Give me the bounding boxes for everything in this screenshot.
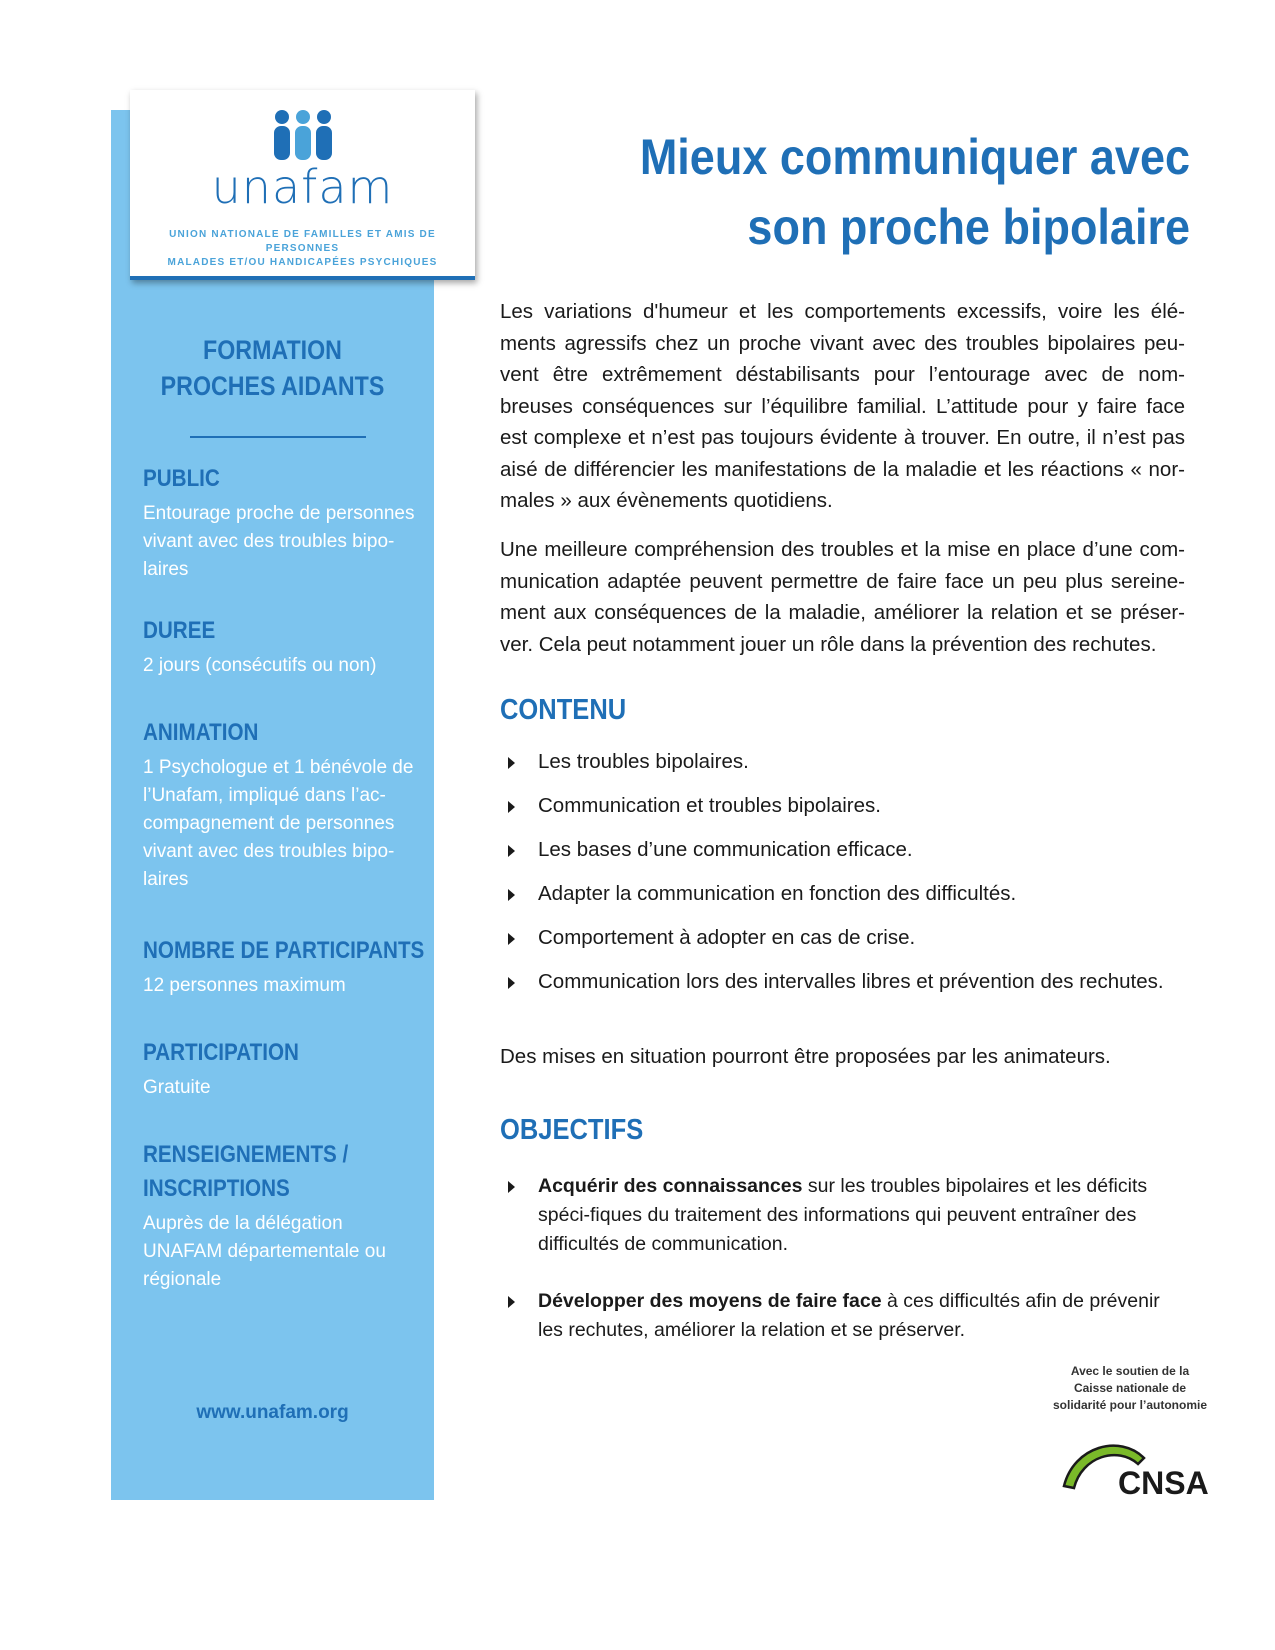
cnsa-logo-text: CNSA xyxy=(1118,1465,1209,1498)
list-item xyxy=(500,748,1190,792)
sponsor-line3: solidarité pour l’autonomie xyxy=(1052,1398,1207,1412)
duree-heading: DUREE xyxy=(143,617,216,644)
contenu-heading: CONTENU xyxy=(500,694,627,726)
sponsor-text xyxy=(1040,1363,1220,1414)
participants-text: 12 personnes maximum xyxy=(143,975,346,996)
intro-paragraph-2: Une meilleure compréhension des troubles et la mise en place d’une com-munication adaptée peuvent permettre de faire face un peu plus sereine-ment aux conséquences de la maladie, améliorer la relation et se préser-ver. Cela peut notamment jouer un rôle dans la prévention des rechutes. xyxy=(500,538,1185,656)
unafam-figures-icon xyxy=(268,108,338,164)
list-item-text: Adapter la communication en fonction des difficultés. xyxy=(538,882,1017,905)
bullet-arrow-icon xyxy=(508,845,515,857)
logo-wordmark: unafam xyxy=(211,160,394,214)
list-item xyxy=(500,880,1190,924)
bullet-arrow-icon xyxy=(508,1181,515,1193)
public-text: Entourage proche de personnes vivant avec des troubles bipo-laires xyxy=(143,503,415,580)
participation-text: Gratuite xyxy=(143,1077,211,1098)
list-item-text: Comportement à adopter en cas de crise. xyxy=(538,926,916,949)
page-title xyxy=(632,122,1190,262)
list-item xyxy=(500,836,1190,880)
contenu-outro: Des mises en situation pourront être proposées par les animateurs. xyxy=(500,1045,1111,1068)
participants-heading: NOMBRE DE PARTICIPANTS xyxy=(143,937,425,964)
list-item xyxy=(500,792,1190,836)
objectif-bold: Développer des moyens de faire face xyxy=(538,1290,882,1312)
sponsor-line2: Caisse nationale de xyxy=(1073,1381,1187,1395)
duree-text: 2 jours (consécutifs ou non) xyxy=(143,655,377,676)
logo-tagline-line2: MALADES ET/OU HANDICAPÉES PSYCHIQUES xyxy=(167,257,438,268)
page-title-line2: son proche bipolaire xyxy=(747,199,1190,255)
renseignements-text: Auprès de la délégation UNAFAM départementale ou régionale xyxy=(143,1213,386,1290)
list-item-text: Communication lors des intervalles libres et prévention des rechutes. xyxy=(538,970,1164,993)
list-item xyxy=(500,1287,1190,1345)
sponsor-line1: Avec le soutien de la xyxy=(1070,1364,1190,1378)
renseignements-heading xyxy=(143,1138,348,1206)
formation-line1: FORMATION xyxy=(203,335,342,365)
bullet-arrow-icon xyxy=(508,933,515,945)
list-item-text: Les bases d’une communication efficace. xyxy=(538,838,913,861)
intro-paragraph-1: Les variations d'humeur et les comportements excessifs, voire les élé-ments agressifs chez un proche vivant avec des troubles bipolaires peu-vent être extrêmement déstabilisants pour l’entourage avec de nom-breuses conséquences sur l’équilibre familial. L’attitude pour y faire face est complexe et n’est pas toujours évidente à trouver. En outre, il n’est pas aisé de différencier les manifestations de la maladie et les réactions « nor-males » aux évènements quotidiens. xyxy=(500,300,1185,512)
list-item-text: Communication et troubles bipolaires. xyxy=(538,794,881,817)
objectifs-heading: OBJECTIFS xyxy=(500,1114,644,1146)
formation-title xyxy=(134,332,412,404)
logo-tagline-line1: UNION NATIONALE DE FAMILLES ET AMIS DE PERSONNES xyxy=(169,229,436,254)
public-heading: PUBLIC xyxy=(143,465,220,492)
bullet-arrow-icon xyxy=(508,889,515,901)
animation-text: 1 Psychologue et 1 bénévole de l’Unafam, impliqué dans l’ac-compagnement de personnes vivant avec des troubles bipo-laires xyxy=(143,757,414,890)
logo-tagline xyxy=(136,228,469,270)
bullet-arrow-icon xyxy=(508,757,515,769)
list-item xyxy=(500,924,1190,968)
bullet-arrow-icon xyxy=(508,1296,515,1308)
objectifs-list xyxy=(500,1172,1190,1373)
website-link[interactable]: www.unafam.org xyxy=(196,1402,349,1423)
page-title-line1: Mieux communiquer avec xyxy=(639,129,1190,185)
list-item xyxy=(500,1172,1190,1259)
renseignements-heading-line2: INSCRIPTIONS xyxy=(143,1175,290,1202)
bullet-arrow-icon xyxy=(508,801,515,813)
list-item-text: Les troubles bipolaires. xyxy=(538,750,749,773)
animation-heading: ANIMATION xyxy=(143,719,259,746)
renseignements-heading-line1: RENSEIGNEMENTS / xyxy=(143,1141,349,1168)
formation-divider xyxy=(190,436,366,438)
list-item xyxy=(500,968,1190,1012)
contenu-list xyxy=(500,748,1190,1012)
objectif-bold: Acquérir des connaissances xyxy=(538,1175,803,1197)
participation-heading: PARTICIPATION xyxy=(143,1039,299,1066)
objectif-text: sur les troubles bipolaires et les déficits spéci-fiques du traitement des informations qui peuvent entraîner des difficultés de communication. xyxy=(538,1175,1148,1255)
objectif-text: à ces difficultés afin de prévenir les rechutes, améliorer la relation et se préserver. xyxy=(538,1290,1160,1341)
bullet-arrow-icon xyxy=(508,977,515,989)
unafam-logo xyxy=(130,90,475,280)
formation-line2: PROCHES AIDANTS xyxy=(160,371,385,401)
cnsa-logo xyxy=(1060,1428,1220,1498)
